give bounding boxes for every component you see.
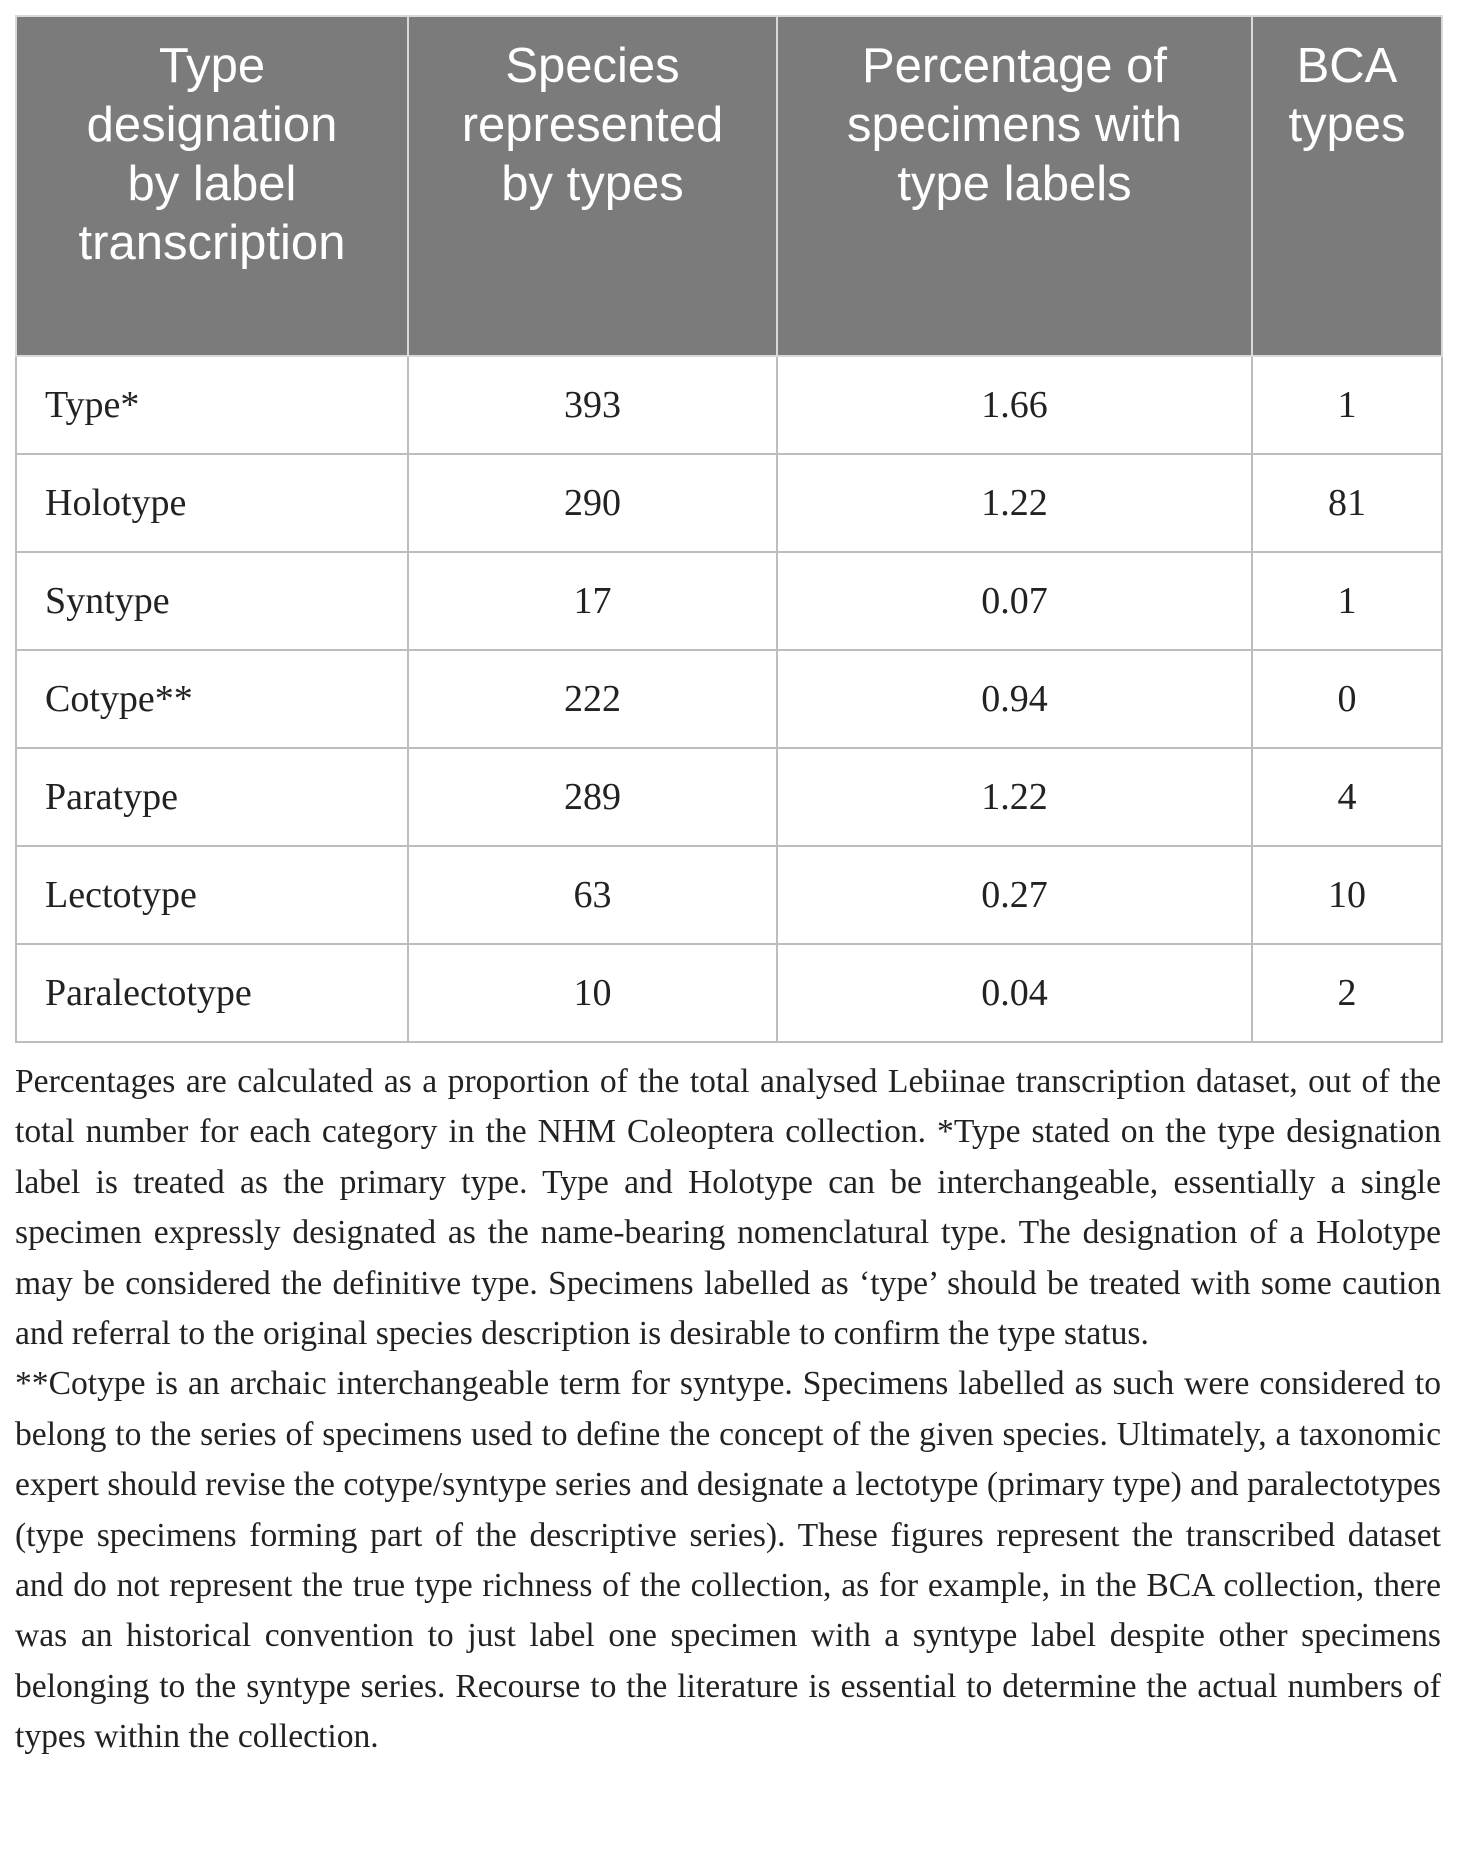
header-species-represented: Species represented by types (408, 16, 777, 356)
type-designation-table (15, 15, 1443, 1043)
percentage-cell: 0.07 (777, 552, 1252, 650)
species-cell: 393 (408, 356, 777, 454)
table-row (16, 552, 1442, 650)
table-figure (15, 15, 1441, 1763)
designation-cell: Cotype** (16, 650, 408, 748)
bca-cell: 2 (1252, 944, 1442, 1042)
species-cell: 222 (408, 650, 777, 748)
footnote-paragraph: Percentages are calculated as a proportion of the total analysed Lebiinae transcription dataset, out of the total number for each category in the NHM Coleoptera collection. *Type stated on the type designation label is treated as the primary type. Type and Holotype can be interchangeable, essentially a single specimen expressly designated as the name-bearing nomenclatural type. The designation of a Holotype may be considered the definitive type. Specimens labelled as ‘type’ should be treated with some caution and referral to the original species description is desirable to confirm the type status. (15, 1063, 1441, 1353)
species-cell: 17 (408, 552, 777, 650)
header-type-designation: Type designation by label transcription (16, 16, 408, 356)
species-cell: 63 (408, 846, 777, 944)
table-row (16, 356, 1442, 454)
table-row (16, 846, 1442, 944)
table-row (16, 944, 1442, 1042)
species-cell: 289 (408, 748, 777, 846)
bca-cell: 0 (1252, 650, 1442, 748)
bca-cell: 1 (1252, 552, 1442, 650)
table-row (16, 454, 1442, 552)
species-cell: 290 (408, 454, 777, 552)
bca-cell: 81 (1252, 454, 1442, 552)
percentage-cell: 1.22 (777, 748, 1252, 846)
bca-cell: 1 (1252, 356, 1442, 454)
table-header (16, 16, 1442, 356)
percentage-cell: 0.27 (777, 846, 1252, 944)
percentage-cell: 1.66 (777, 356, 1252, 454)
table-row (16, 650, 1442, 748)
percentage-cell: 0.04 (777, 944, 1252, 1042)
table-row (16, 748, 1442, 846)
footnote-paragraph: **Cotype is an archaic interchangeable term for syntype. Specimens labelled as such were considered to belong to the series of specimens used to define the concept of the given species. Ultimately, a taxonomic expert should revise the cotype/syntype series and designate a lectotype (primary type) and paralectotypes (type specimens forming part of the descriptive series). These figures represent the transcribed dataset and do not represent the true type richness of the collection, as for example, in the BCA collection, there was an historical convention to just label one specimen with a syntype label despite other specimens belonging to the syntype series. Recourse to the literature is essential to determine the actual numbers of types within the collection. (15, 1365, 1441, 1756)
designation-cell: Paralectotype (16, 944, 408, 1042)
designation-cell: Holotype (16, 454, 408, 552)
table-body (16, 356, 1442, 1042)
bca-cell: 4 (1252, 748, 1442, 846)
designation-cell: Type* (16, 356, 408, 454)
header-row (16, 16, 1442, 356)
header-percentage: Percentage of specimens with type labels (777, 16, 1252, 356)
designation-cell: Paratype (16, 748, 408, 846)
header-bca-types: BCA types (1252, 16, 1442, 356)
percentage-cell: 1.22 (777, 454, 1252, 552)
bca-cell: 10 (1252, 846, 1442, 944)
designation-cell: Lectotype (16, 846, 408, 944)
table-footnotes (15, 1057, 1441, 1763)
species-cell: 10 (408, 944, 777, 1042)
percentage-cell: 0.94 (777, 650, 1252, 748)
designation-cell: Syntype (16, 552, 408, 650)
